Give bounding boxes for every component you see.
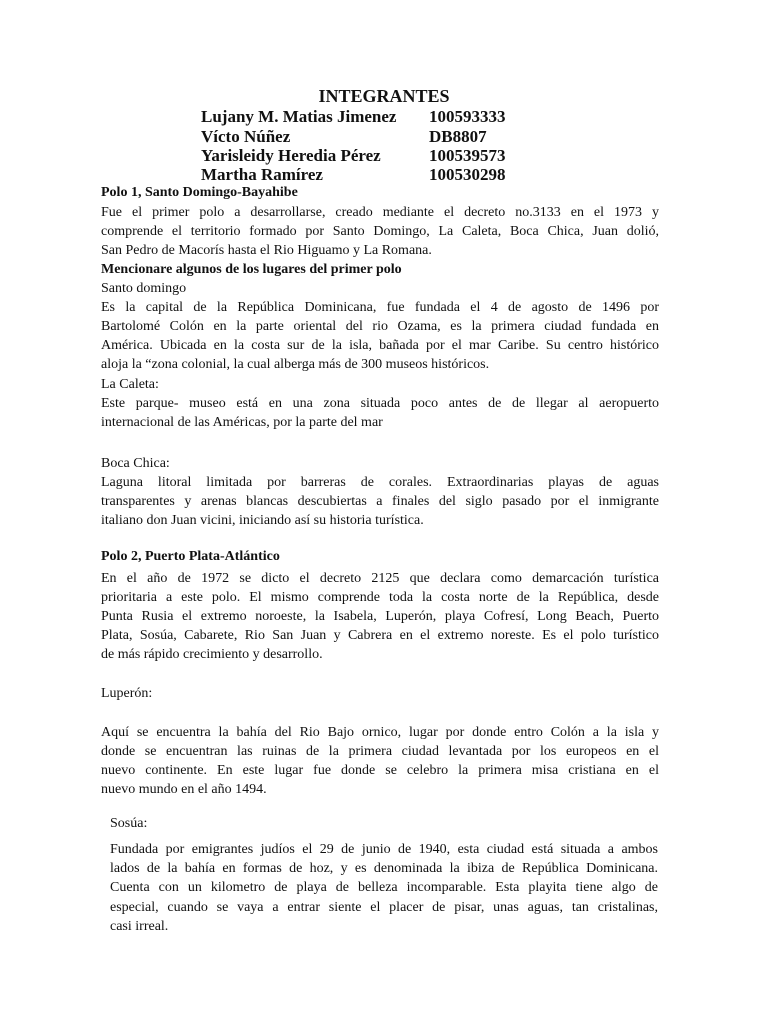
- member-name: Lujany M. Matias Jimenez: [201, 107, 397, 126]
- paragraph-line: Fue el primer polo a desarrollarse, creado mediante el decreto no.3133 en el 1973 y: [101, 205, 659, 220]
- paragraph-line: lados de la bahía en formas de hoz, y es denominada la ibiza de República Dominicana.: [110, 861, 658, 876]
- subheading-luperon: Luperón:: [101, 686, 153, 701]
- paragraph-line: Plata, Sosúa, Cabarete, Rio San Juan y Cabrera en el extremo noreste. Es el polo turístico: [101, 628, 659, 643]
- paragraph-line: Cuenta con un kilometro de playa de belleza incomparable. Esta playita tiene algo de: [110, 880, 658, 895]
- paragraph-line: de más rápido crecimiento y desarrollo.: [101, 647, 323, 662]
- page-title: INTEGRANTES: [318, 86, 450, 106]
- member-id: 100530298: [429, 165, 506, 184]
- paragraph-line: nuevo mundo en el año 1494.: [101, 782, 267, 797]
- section-heading-polo-2: Polo 2, Puerto Plata-Atlántico: [101, 549, 280, 564]
- paragraph-line: Punta Rusia el extremo noroeste, la Isabela, Luperón, playa Cofresí, Long Beach, Puerto: [101, 609, 659, 624]
- subheading-la-caleta: La Caleta:: [101, 377, 159, 392]
- paragraph-line: transparentes y arenas blancas descubiertas a finales del siglo pasado por el inmigrante: [101, 494, 659, 509]
- paragraph-line: América. Ubicada en la costa sur de la isla, bañada por el mar Caribe. Su centro histórico: [101, 338, 659, 353]
- paragraph-line: internacional de las Américas, por la parte del mar: [101, 415, 383, 430]
- paragraph-line: aloja la “zona colonial, la cual alberga más de 300 museos históricos.: [101, 357, 490, 372]
- section-heading-polo-1: Polo 1, Santo Domingo-Bayahibe: [101, 185, 298, 200]
- paragraph-line: especial, cuando se vaya a entrar siente el placer de pisar, unas aguas, tan cristalinas,: [110, 900, 658, 915]
- member-id: 100539573: [429, 146, 506, 165]
- paragraph-line: Bartolomé Colón en la parte oriental del rio Ozama, es la primera ciudad fundada en: [101, 319, 659, 334]
- paragraph-line: nuevo continente. En este lugar fue donde se celebro la primera misa cristiana en el: [101, 763, 659, 778]
- member-id: 100593333: [429, 107, 506, 126]
- paragraph-line: San Pedro de Macorís hasta el Rio Higuamo y La Romana.: [101, 243, 432, 258]
- paragraph-line: Aquí se encuentra la bahía del Rio Bajo ornico, lugar por donde entro Colón a la isla y: [101, 725, 659, 740]
- subheading-sosua: Sosúa:: [110, 816, 148, 831]
- member-name: Yarisleidy Heredia Pérez: [201, 146, 381, 165]
- paragraph-line: italiano don Juan vicini, iniciando así su historia turística.: [101, 513, 424, 528]
- paragraph-line: Fundada por emigrantes judíos el 29 de junio de 1940, esta ciudad está situada a ambos: [110, 842, 658, 857]
- subheading-boca-chica: Boca Chica:: [101, 456, 170, 471]
- paragraph-line: Laguna litoral limitada por barreras de corales. Extraordinarias playas de aguas: [101, 475, 659, 490]
- member-name: Martha Ramírez: [201, 165, 323, 184]
- paragraph-line: comprende el territorio formado por Santo Domingo, La Caleta, Boca Chica, Juan dolió,: [101, 224, 659, 239]
- paragraph-line: Es la capital de la República Dominicana, fue fundada el 4 de agosto de 1496 por: [101, 300, 659, 315]
- paragraph-line: casi irreal.: [110, 919, 169, 934]
- subheading-santo-domingo: Santo domingo: [101, 281, 187, 296]
- paragraph-line: Este parque- museo está en una zona situada poco antes de de llegar al aeropuerto: [101, 396, 659, 411]
- member-name: Vícto Núñez: [201, 127, 291, 146]
- section-heading-lugares: Mencionare algunos de los lugares del primer polo: [101, 262, 402, 277]
- member-id: DB8807: [429, 127, 487, 146]
- paragraph-line: prioritaria a este polo. El mismo comprende toda la costa norte de la República, desde: [101, 590, 659, 605]
- paragraph-line: donde se encuentran las ruinas de la primera ciudad levantada por los europeos en el: [101, 744, 659, 759]
- paragraph-line: En el año de 1972 se dicto el decreto 2125 que declara como demarcación turística: [101, 571, 659, 586]
